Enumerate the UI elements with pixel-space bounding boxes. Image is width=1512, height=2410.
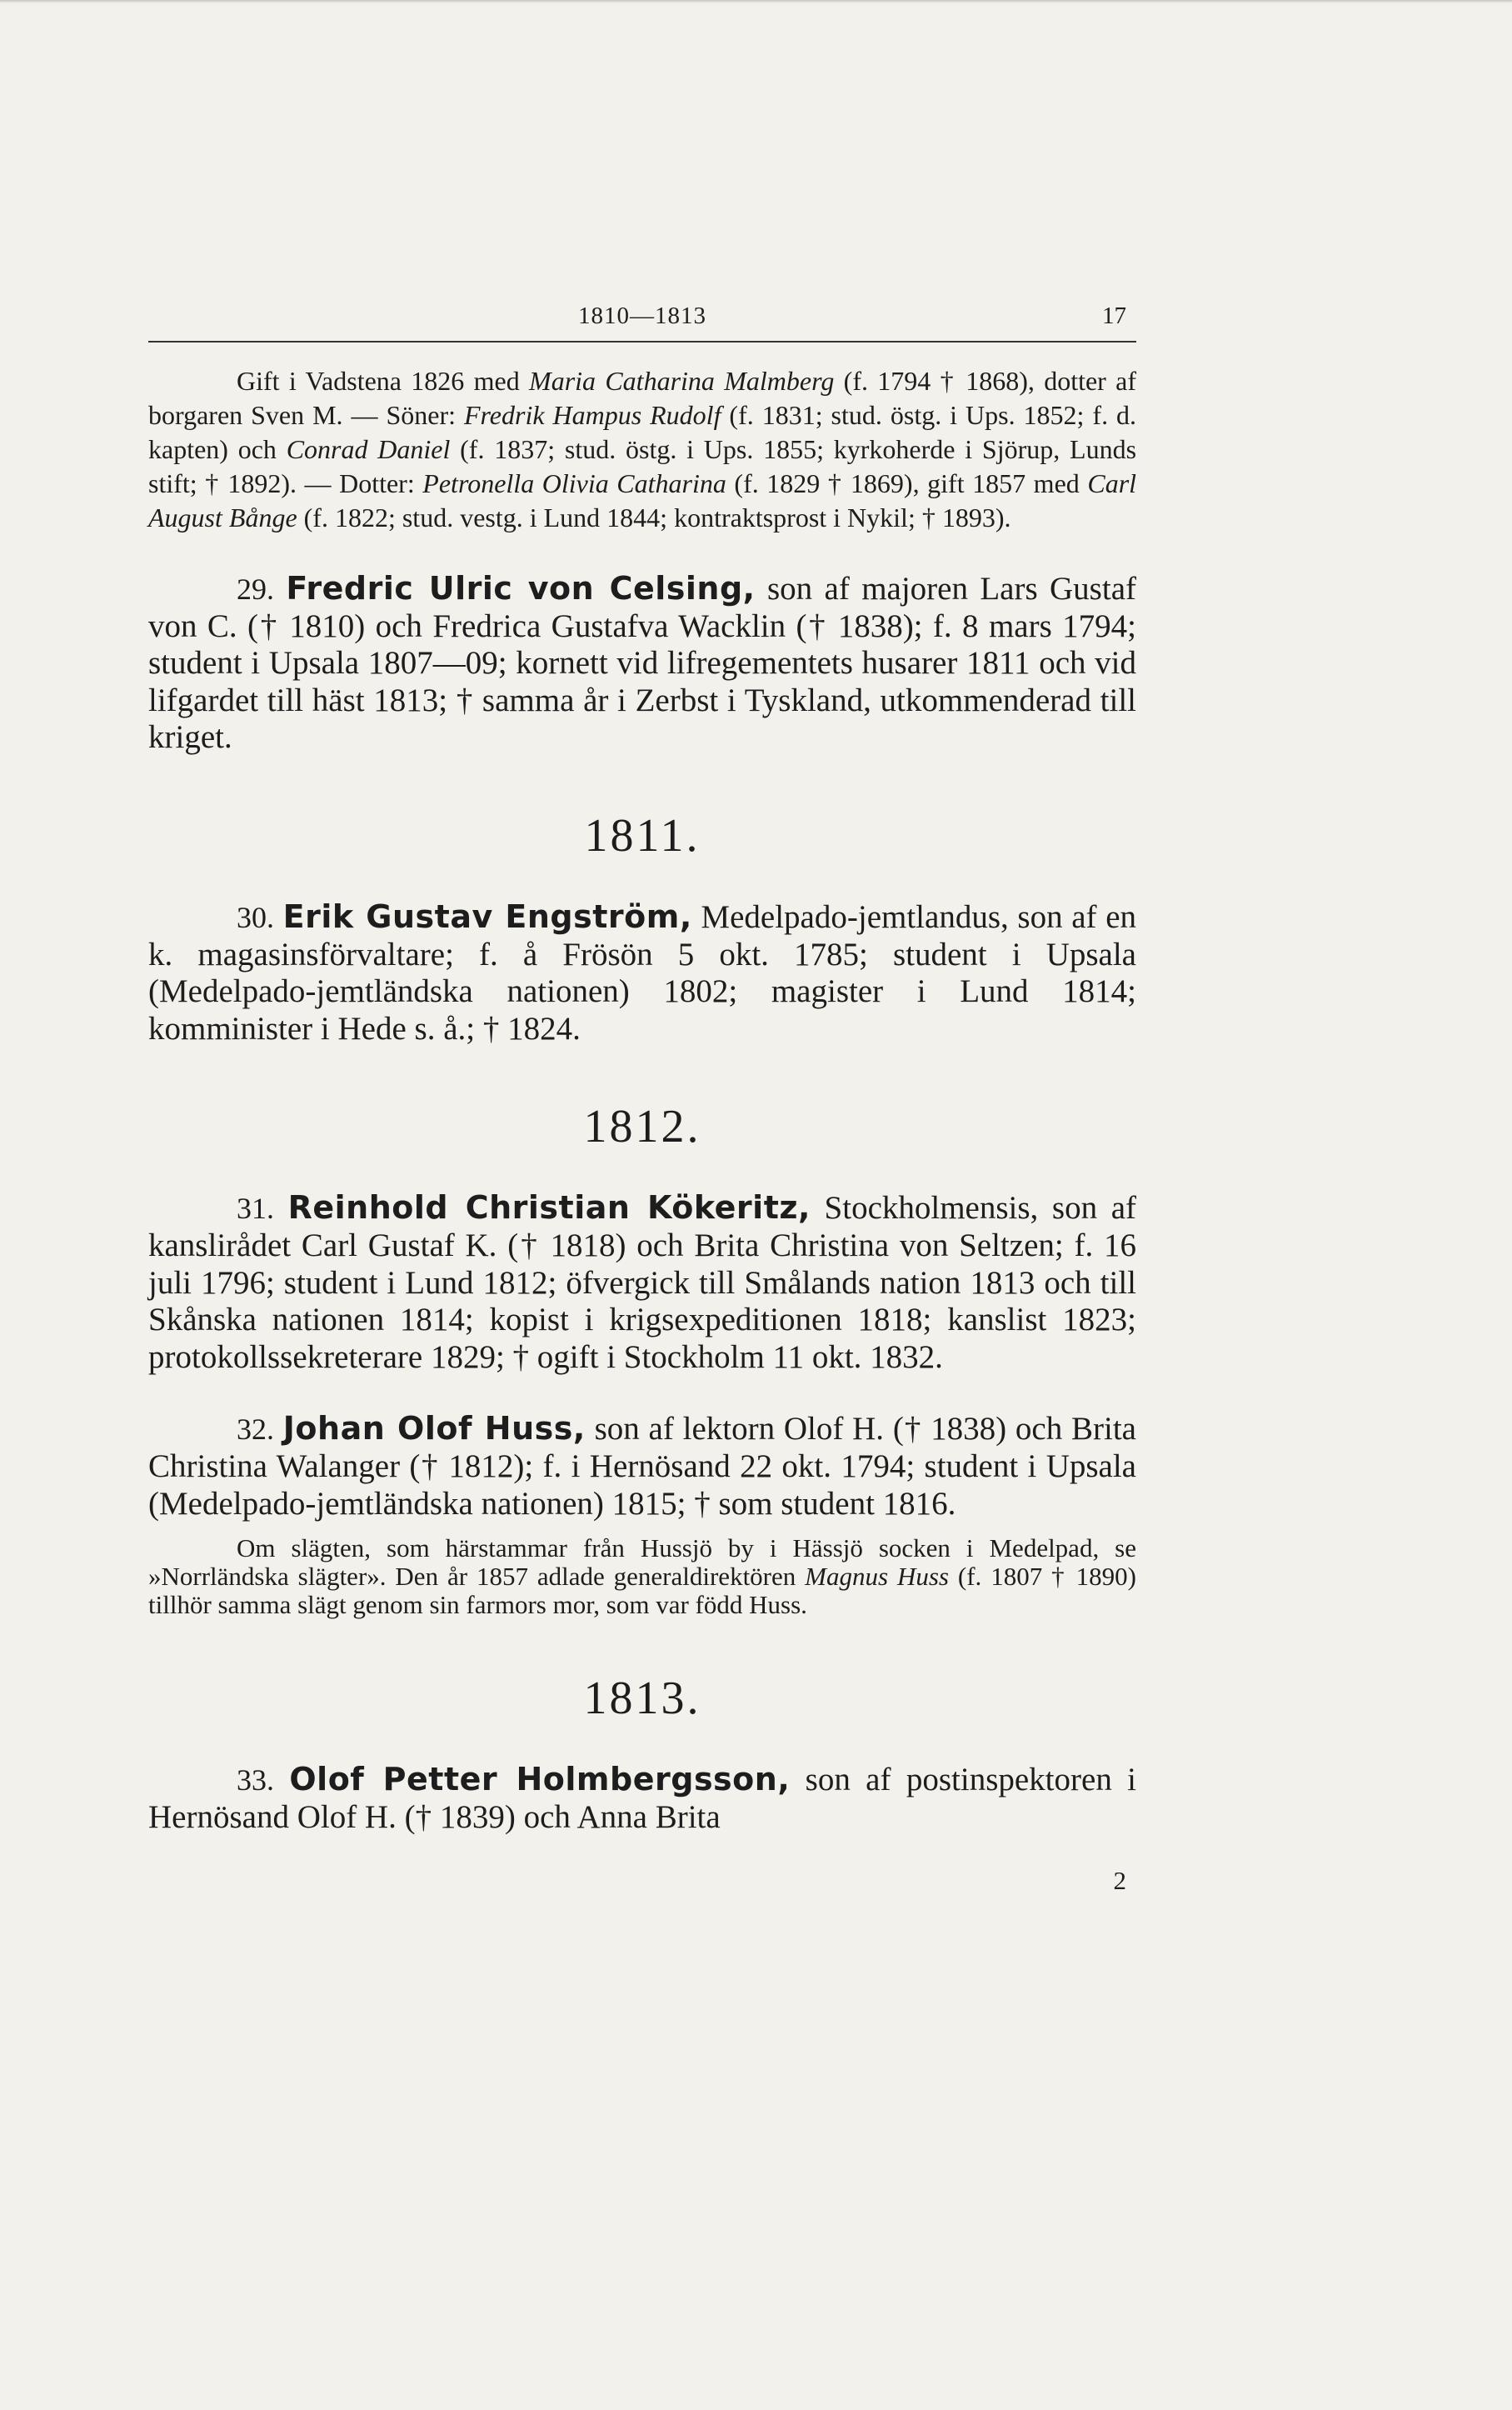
continuation-name-italic: Conrad Daniel: [286, 434, 451, 464]
continuation-paragraph: [148, 364, 1136, 535]
entry-29: [148, 570, 1136, 757]
year-heading-1811: 1811.: [584, 809, 701, 862]
entry-32-note: [148, 1534, 1136, 1619]
entry-name: Olof Petter Holmbergsson,: [289, 1761, 791, 1798]
entry-number: 32.: [237, 1412, 274, 1447]
continuation-name-italic: Carl August Bånge: [148, 468, 1137, 532]
sheet-signature: 2: [1113, 1866, 1126, 1896]
entry-text: son af lektorn Olof H. († 1838) och Brita Christina Walanger († 1812); f. i Hernösand 22 okt. 1794; student i Upsala (Medelpado-jemtländska nationen) 1815; † som student 1816.: [148, 1411, 1136, 1522]
entry-number: 30.: [237, 900, 274, 934]
year-heading-1813: 1813.: [583, 1672, 701, 1725]
entry-name: Johan Olof Huss,: [282, 1410, 586, 1448]
continuation-text: Gift i Vadstena 1826 med: [237, 366, 530, 396]
page-number: 17: [1102, 302, 1126, 329]
year-heading-1812: 1812.: [583, 1101, 701, 1153]
entry-30: [148, 898, 1136, 1048]
note-text: (f. 1807 † 1890) tillhör samma slägt genom sin farmors mor, som var född Huss.: [148, 1562, 1136, 1620]
note-name-italic: Magnus Huss: [805, 1562, 949, 1592]
entry-name: Fredric Ulric von Celsing,: [286, 570, 756, 607]
note-text: Om slägten, som härstammar från Hussjö by i Hässjö socken i Medelpad, se »Norrländska slägter». Den år 1857 adlade generaldirektören: [148, 1533, 1136, 1592]
entry-31: [148, 1189, 1136, 1376]
entry-name: Erik Gustav Engström,: [282, 898, 692, 935]
continuation-text: (f. 1794 † 1868), dotter af borgaren Sven M. — Söner:: [148, 366, 1137, 430]
entry-33: [148, 1761, 1136, 1836]
entry-number: 29.: [237, 572, 274, 606]
page-top-edge: [0, 0, 1512, 3]
page-column: [148, 296, 1137, 1896]
entry-text: Medelpado-jemtlandus, son af en k. magasinsförvaltare; f. å Frösön 5 okt. 1785; student i Upsala (Medelpado-jemtländska nationen) 1802; magister i Lund 1814; komminister i Hede s. å.; † 1824.: [148, 898, 1137, 1047]
continuation-text: (f. 1829 † 1869), gift 1857 med: [726, 468, 1088, 498]
entry-text: Stockholmensis, son af kanslirådet Carl Gustaf K. († 1818) och Brita Christina von Seltzen; f. 16 juli 1796; student i Lund 1812; öfvergick till Smålands nation 1813 och till Skånska nationen 1814; kopist i krigsexpeditionen 1818; kanslist 1823; protokollssekreterare 1829; † ogift i Stockholm 11 okt. 1832.: [148, 1190, 1137, 1375]
continuation-text: (f. 1831; stud. östg. i Ups. 1852; f. d. kapten) och: [148, 400, 1137, 464]
entry-text: son af postinspektoren i Hernösand Olof H. († 1839) och Anna Brita: [148, 1762, 1137, 1835]
entry-number: 33.: [237, 1763, 274, 1798]
continuation-name-italic: Maria Catharina Malmberg: [529, 366, 835, 396]
entry-text: son af majoren Lars Gustaf von C. († 1810) och Fredrica Gustafva Wacklin († 1838); f. 8 mars 1794; student i Upsala 1807—09; kornett vid lifregementets husarer 1811 och vid lifgardet till häst 1813; † samma år i Zerbst i Tyskland, utkommenderad till kriget.: [148, 571, 1136, 756]
continuation-text: (f. 1822; stud. vestg. i Lund 1844; kontraktsprost i Nykil; † 1893).: [297, 502, 1011, 532]
continuation-text: (f. 1837; stud. östg. i Ups. 1855; kyrkoherde i Sjörup, Lunds stift; † 1892). — Dotter:: [148, 434, 1137, 498]
entry-32: [148, 1410, 1136, 1522]
continuation-name-italic: Fredrik Hampus Rudolf: [463, 400, 721, 430]
running-head: [148, 296, 1136, 342]
entry-name: Reinhold Christian Kökeritz,: [287, 1189, 811, 1227]
running-head-year-range: 1810—1813: [578, 302, 706, 329]
entry-number: 31.: [237, 1192, 274, 1226]
continuation-name-italic: Petronella Olivia Catharina: [422, 468, 726, 498]
